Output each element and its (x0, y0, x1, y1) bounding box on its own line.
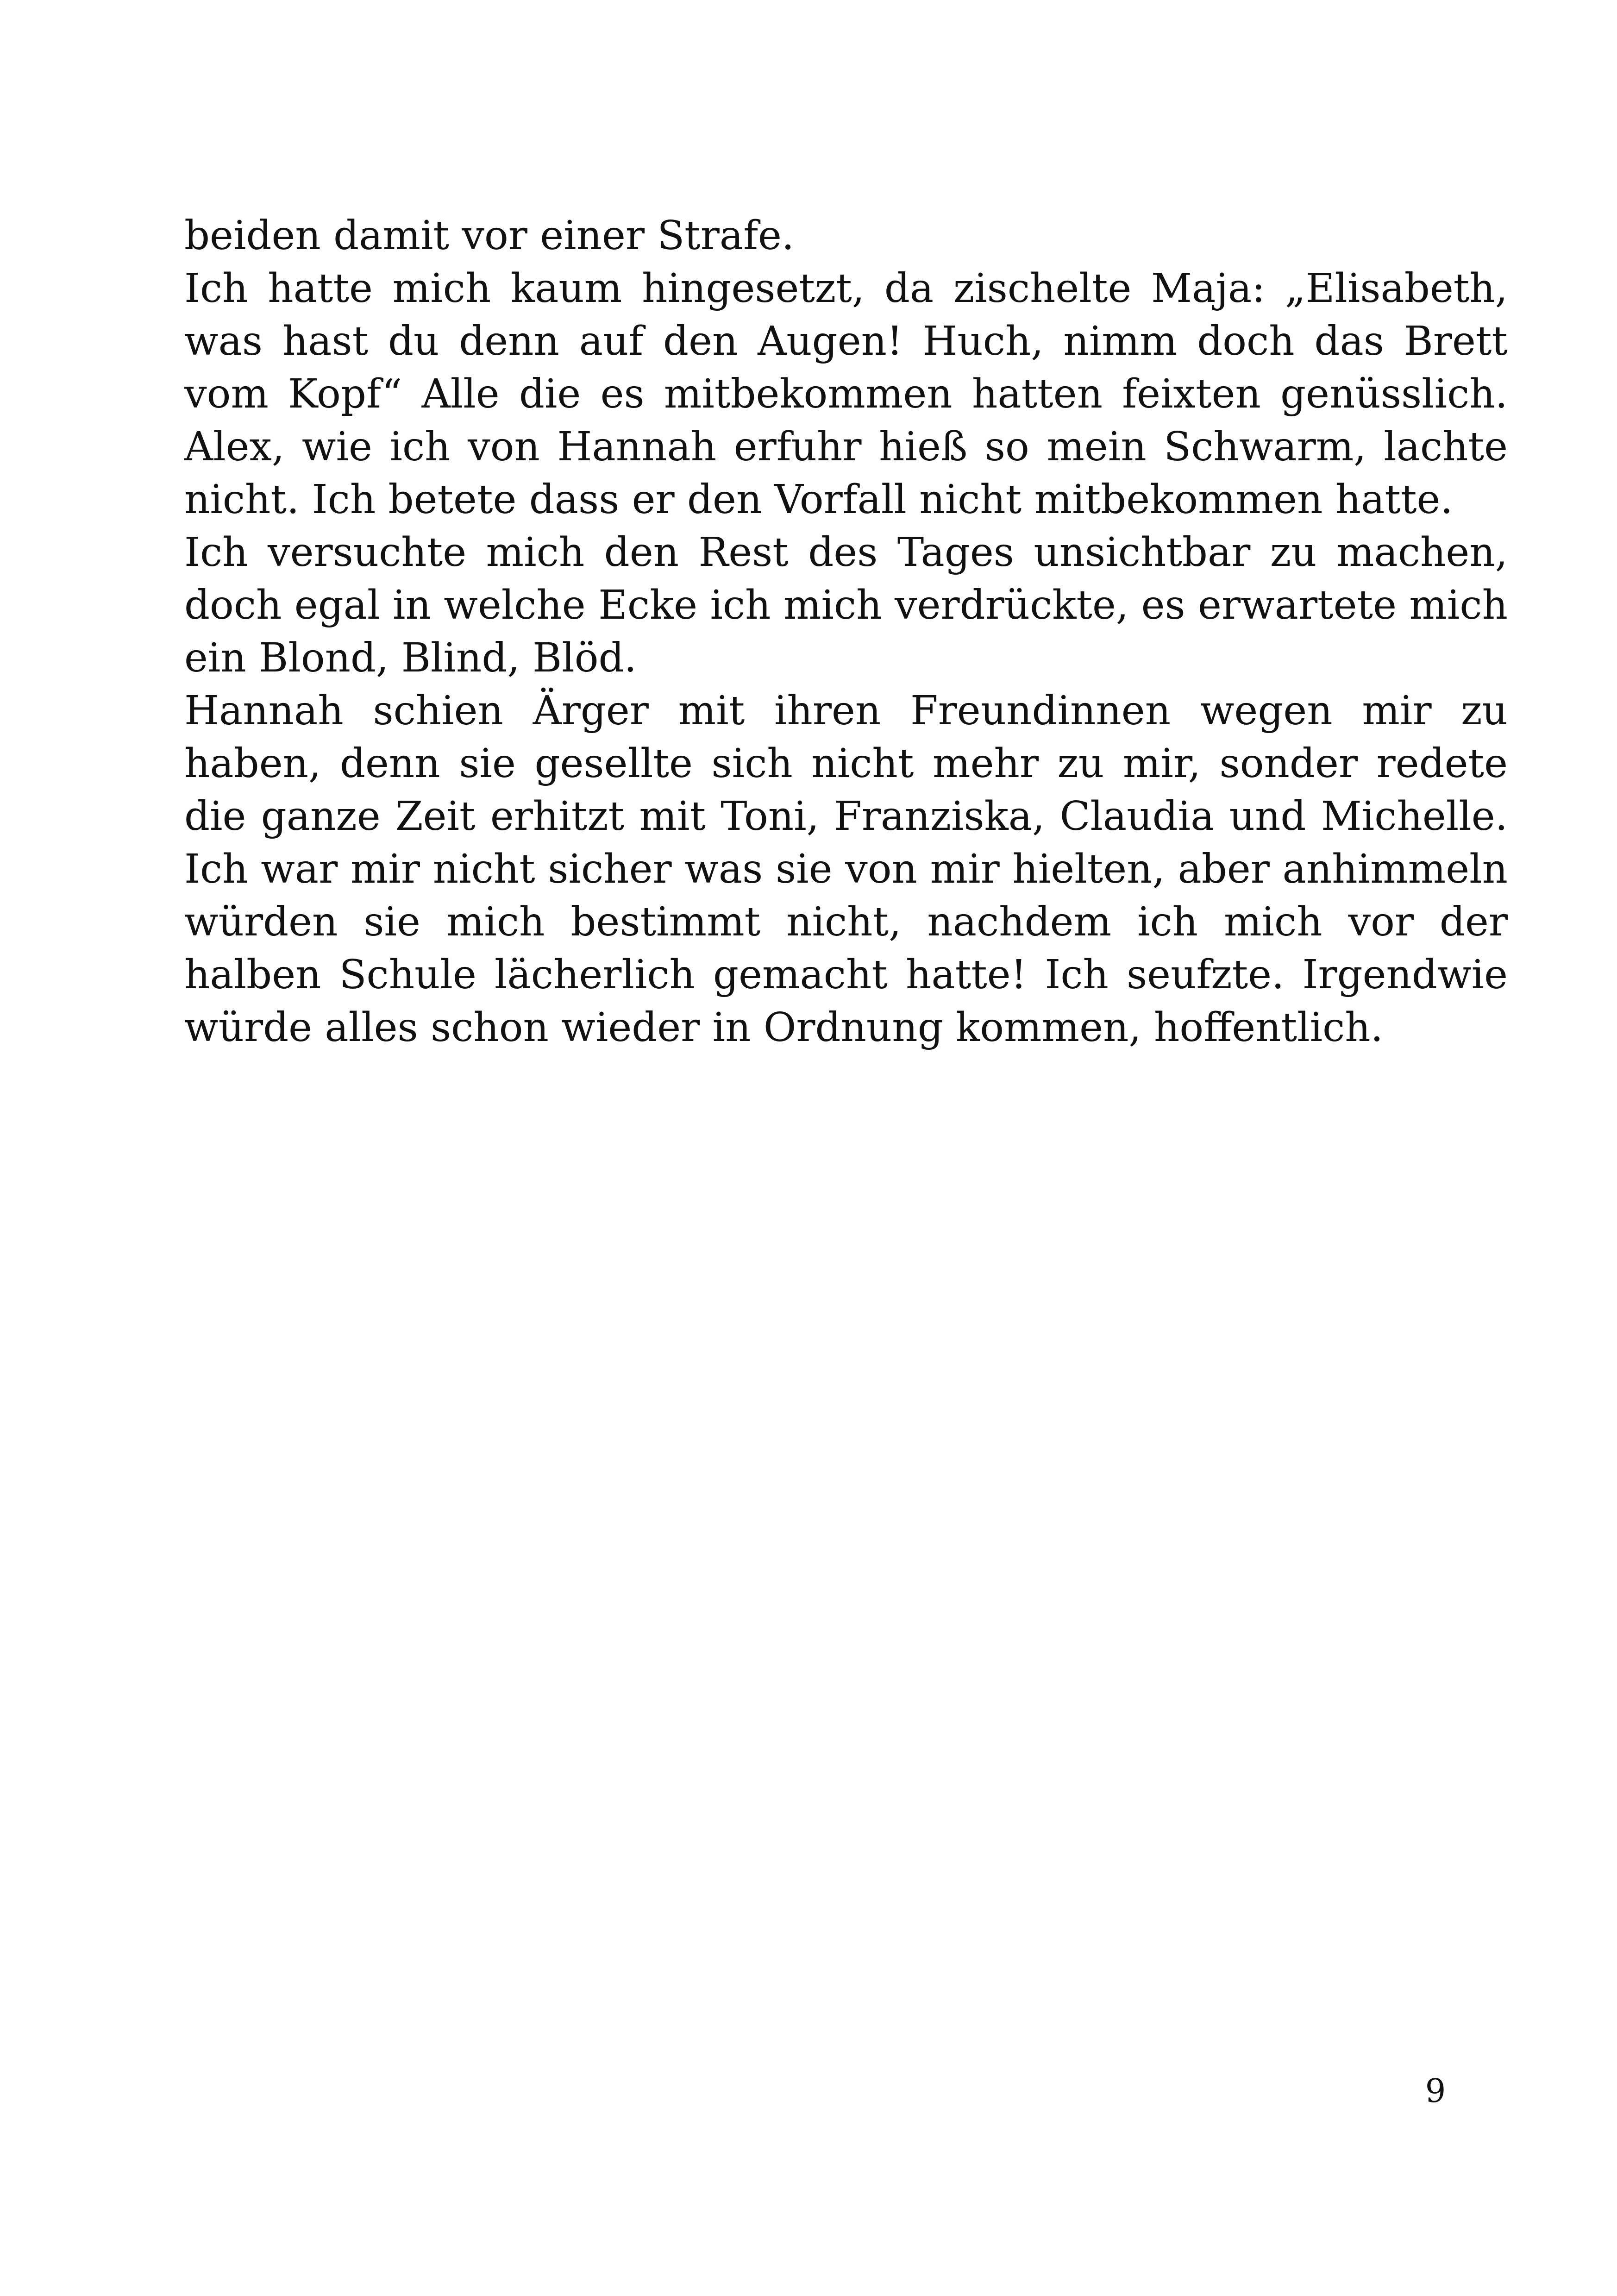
paragraph: Hannah schien Ärger mit ihren Freundinnen wegen mir zu haben, denn sie gesellte sich nicht mehr zu mir, sonder redete die ganze Zeit erhitzt mit Toni, Franziska, Claudia und Michelle. Ich war mir nicht sicher was sie von mir hielten, aber anhimmeln würden sie mich bestimmt nicht, nachdem ich mich vor der halben Schule lächerlich gemacht hatte! Ich seufzte. Irgendwie würde alles schon wieder in Ordnung kommen, hoffentlich. (184, 688, 1508, 1051)
body-text (184, 209, 1508, 1054)
page-number: 9 (1425, 2072, 1446, 2110)
paragraph: Ich hatte mich kaum hingesetzt, da zischelte Maja: „Elisabeth, was hast du denn auf den Augen! Huch, nimm doch das Brett vom Kopf“ Alle die es mitbekommen hatten feixten genüsslich. Alex, wie ich von Hannah erfuhr hieß so mein Schwarm, lachte nicht. Ich betete dass er den Vorfall nicht mitbekommen hatte. (184, 265, 1508, 523)
paragraph: beiden damit vor einer Strafe. (184, 213, 795, 259)
paragraph: Ich versuchte mich den Rest des Tages unsichtbar zu machen, doch egal in welche Ecke ich mich verdrückte, es erwartete mich ein Blond, Blind, Blöd. (184, 529, 1508, 681)
